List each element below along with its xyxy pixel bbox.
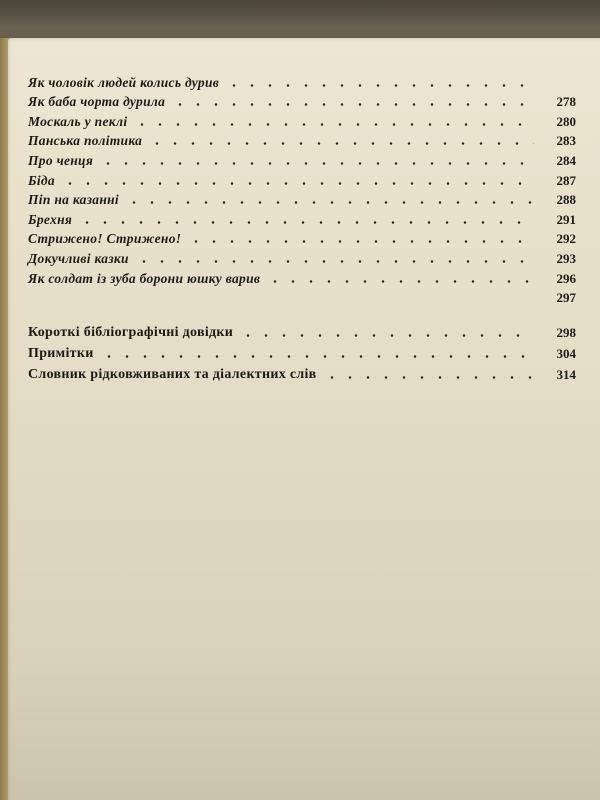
toc-entry-title: Як солдат із зуба борони юшку варив xyxy=(28,270,261,286)
dot-leader xyxy=(187,240,534,243)
toc-entry-page: 297 xyxy=(556,290,576,306)
toc-entry-page: 283 xyxy=(556,133,576,149)
toc-entry-page: 284 xyxy=(556,152,576,168)
dot-leader xyxy=(323,376,534,379)
toc-entry-page: 291 xyxy=(556,211,576,227)
toc-entry-title: Примітки xyxy=(28,346,94,362)
toc-entry-page: 296 xyxy=(556,270,576,286)
toc-entry-title: Короткі бібліографічні довідки xyxy=(28,325,234,341)
toc-entry-title: Про ченця xyxy=(28,152,94,168)
toc-entry-page: 314 xyxy=(556,367,576,383)
table-of-contents xyxy=(28,70,576,382)
toc-entry xyxy=(28,188,576,208)
toc-entry-page: 287 xyxy=(556,172,576,188)
toc-entry-page: 278 xyxy=(556,94,576,110)
dot-leader xyxy=(125,201,534,204)
toc-entry-title: Докучливі казки xyxy=(28,250,129,266)
dot-leader xyxy=(135,260,534,263)
toc-entry-title: Біда xyxy=(28,172,55,188)
toc-entry-title: Як чоловік людей колись дурив xyxy=(28,74,220,90)
toc-entry xyxy=(28,246,576,266)
toc-entry-page: 280 xyxy=(556,113,576,129)
toc-entry-page: 292 xyxy=(556,231,576,247)
toc-entry xyxy=(28,168,576,188)
toc-entry xyxy=(28,148,576,168)
toc-entry-title: Піп на казанні xyxy=(28,192,119,208)
toc-entry-title: Словник рідковживаних та діалектних слів xyxy=(28,367,317,383)
toc-entry xyxy=(28,227,576,247)
toc-entry xyxy=(28,109,576,129)
toc-entry-title: Стрижено! Стрижено! xyxy=(28,231,182,247)
back-matter-section xyxy=(28,319,576,382)
toc-entry-page: 298 xyxy=(556,325,576,341)
dot-leader xyxy=(61,182,534,185)
dot-leader xyxy=(99,162,534,165)
toc-entry-title: Панська політика xyxy=(28,133,143,149)
toc-entry xyxy=(28,266,576,286)
toc-entry-page: 293 xyxy=(556,250,576,266)
toc-entry xyxy=(28,70,576,90)
toc-trailing-page xyxy=(28,286,576,306)
toc-entry-title: Брехня xyxy=(28,211,73,227)
toc-entry xyxy=(28,340,576,361)
dot-leader xyxy=(171,103,534,106)
toc-entry-page: 288 xyxy=(556,192,576,208)
toc-entry xyxy=(28,361,576,382)
dot-leader xyxy=(78,221,534,224)
toc-entry-title: Москаль у пеклі xyxy=(28,113,128,129)
dot-leader xyxy=(225,84,534,87)
toc-entry xyxy=(28,129,576,149)
dot-leader xyxy=(266,280,534,283)
dot-leader xyxy=(148,142,534,145)
toc-entry-title: Як баба чорта дурила xyxy=(28,94,166,110)
toc-entry xyxy=(28,90,576,110)
toc-entry xyxy=(28,319,576,340)
dot-leader xyxy=(100,355,534,358)
dot-leader xyxy=(133,123,534,126)
toc-entry-page: 304 xyxy=(556,346,576,362)
toc-entry xyxy=(28,207,576,227)
dot-leader xyxy=(239,334,534,337)
